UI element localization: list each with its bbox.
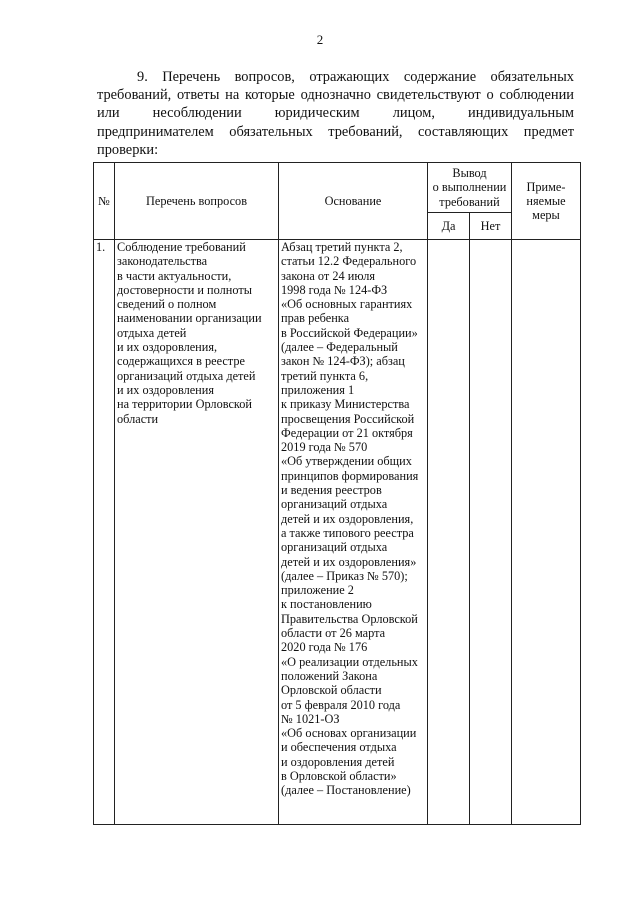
intro-paragraph <box>97 68 574 159</box>
header-measures-line: Приме- <box>526 179 566 194</box>
row-basis-line: в Российской Федерации» <box>281 325 418 340</box>
row-basis-line: положений Закона <box>281 668 378 683</box>
table-row <box>94 240 581 825</box>
header-questions: Перечень вопросов <box>115 163 279 240</box>
row-basis-line: детей и их оздоровления, <box>281 511 414 526</box>
row-basis-line: и оздоровления детей <box>281 754 395 769</box>
row-basis-line: «О реализации отдельных <box>281 654 418 669</box>
header-conclusion <box>428 163 512 213</box>
row-basis-line: организаций отдыха <box>281 497 388 512</box>
table-body <box>94 240 581 825</box>
row-question-line: содержащихся в реестре <box>117 354 245 369</box>
row-basis-line: к приказу Министерства <box>281 397 410 412</box>
row-basis-line: статьи 12.2 Федерального <box>281 254 417 269</box>
row-question-line: на территории Орловской <box>117 397 252 412</box>
row-basis-line: просвещения Российской <box>281 411 415 426</box>
row-basis-line: приложение 2 <box>281 583 354 598</box>
row-basis-line: «Об утверждении общих <box>281 454 412 469</box>
row-basis-line: закона от 24 июля <box>281 268 375 283</box>
row-basis-line: принципов формирования <box>281 468 419 483</box>
row-basis-line: в Орловской области» <box>281 768 397 783</box>
header-measures <box>512 163 581 240</box>
row-basis-line: Правительства Орловской <box>281 611 418 626</box>
header-conclusion-line: требований <box>439 194 500 209</box>
row-basis-line: прав ребенка <box>281 311 350 326</box>
header-basis: Основание <box>279 163 428 240</box>
row-basis-line: 2019 года № 570 <box>281 440 368 455</box>
row-question-line: и их оздоровления, <box>117 340 218 355</box>
header-measures-line: няемые <box>526 193 566 208</box>
header-yes: Да <box>428 213 470 240</box>
row-basis-line: к постановлению <box>281 597 372 612</box>
row-question-line: сведений о полном <box>117 297 217 312</box>
row-basis-line: и ведения реестров <box>281 483 382 498</box>
row-number: 1. <box>94 240 115 825</box>
row-no-cell <box>470 240 512 825</box>
row-question-line: отдыха детей <box>117 325 187 340</box>
row-basis-line: 2020 года № 176 <box>281 640 368 655</box>
row-question-line: Соблюдение требований <box>117 240 246 254</box>
row-measures-cell <box>512 240 581 825</box>
row-basis-line: и обеспечения отдыха <box>281 740 397 755</box>
header-conclusion-line: о выполнении <box>432 180 507 195</box>
row-question-line: достоверности и полноты <box>117 282 252 297</box>
row-basis <box>279 240 428 825</box>
row-basis-line: 1998 года № 124-ФЗ <box>281 282 388 297</box>
row-basis-line: Абзац третий пункта 2, <box>281 240 403 254</box>
row-basis-line: детей и их оздоровления» <box>281 554 417 569</box>
row-question-line: области <box>117 411 159 426</box>
header-number: № <box>94 163 115 240</box>
row-basis-line: закон № 124-ФЗ); абзац <box>281 354 405 369</box>
row-basis-line: области от 26 марта <box>281 626 386 641</box>
row-question <box>115 240 279 825</box>
row-question-line: наименовании организации <box>117 311 262 326</box>
row-basis-line: третий пункта 6, <box>281 368 369 383</box>
row-basis-line: (далее – Федеральный <box>281 340 398 355</box>
row-basis-line: от 5 февраля 2010 года <box>281 697 401 712</box>
row-basis-line: а также типового реестра <box>281 525 414 540</box>
row-question-line: и их оздоровления <box>117 382 214 397</box>
row-basis-line: «Об основных гарантиях <box>281 297 413 312</box>
header-no: Нет <box>470 213 512 240</box>
row-basis-line: приложения 1 <box>281 382 355 397</box>
header-measures-line: меры <box>532 208 560 223</box>
row-basis-line: Орловской области <box>281 683 382 698</box>
row-basis-line: организаций отдыха <box>281 540 388 555</box>
page-number: 2 <box>316 32 324 47</box>
row-yes-cell <box>428 240 470 825</box>
row-question-line: в части актуальности, <box>117 268 232 283</box>
row-basis-line: (далее – Постановление) <box>281 783 411 798</box>
row-basis-line: № 1021-ОЗ <box>281 711 340 726</box>
row-basis-line: (далее – Приказ № 570); <box>281 568 408 583</box>
row-question-line: организаций отдыха детей <box>117 368 256 383</box>
intro-text: 9. Перечень вопросов, отражающих содержание обязательных требований, ответы на которые однозначно свидетельствуют о соблюдении или несоблюдении юридическим лицом, индивидуальным предпринимателем обязательных требований, составляющих предмет проверки: <box>97 69 574 158</box>
row-basis-line: Федерации от 21 октября <box>281 425 413 440</box>
row-question-line: законодательства <box>117 254 208 269</box>
header-conclusion-line: Вывод <box>452 166 487 181</box>
row-basis-line: «Об основах организации <box>281 726 417 741</box>
checklist-table <box>93 162 581 825</box>
